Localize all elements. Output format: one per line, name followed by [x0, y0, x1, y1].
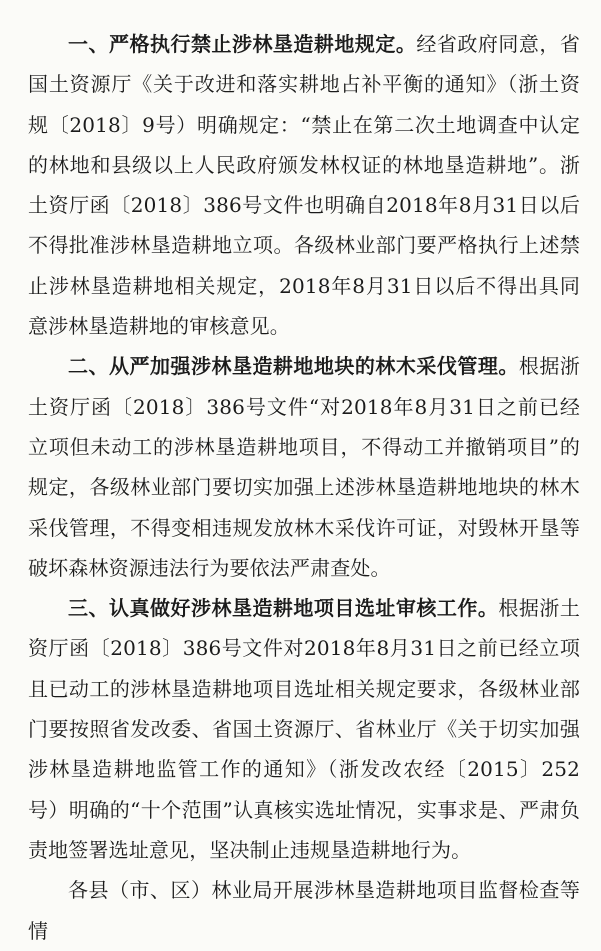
paragraph-3 [28, 588, 580, 870]
paragraph-2-text: 根据浙土资厅函〔2018〕386号文件“对2018年8月31日之前已经立项但未动工的涉林垦造耕地项目，不得动工并撤销项目”的规定，各级林业部门要切实加强上述涉林垦造耕地地块的林木采伐管理，不得变相违规发放林木采伐许可证，对毁林开垦等破坏森林资源违法行为要依法严肃查处。 [28, 354, 580, 580]
paragraph-1 [28, 24, 580, 346]
paragraph-2 [28, 346, 580, 588]
paragraph-2-heading: 二、从严加强涉林垦造耕地地块的林木采伐管理。 [68, 354, 519, 379]
paragraph-1-text: 经省政府同意，省国土资源厅《关于改进和落实耕地占补平衡的通知》（浙土资规〔2018〕9号）明确规定：“禁止在第二次土地调查中认定的林地和县级以上人民政府颁发林权证的林地垦造耕地”。浙土资厅函〔2018〕386号文件也明确自2018年8月31日以后不得批准涉林垦造耕地立项。各级林业部门要严格执行上述禁止涉林垦造耕地相关规定，2018年8月31日以后不得出具同意涉林垦造耕地的审核意见。 [28, 32, 580, 339]
paragraph-3-heading: 三、认真做好涉林垦造耕地项目选址审核工作。 [68, 596, 499, 621]
paragraph-4 [28, 870, 580, 951]
document-body [28, 24, 580, 951]
paragraph-3-text: 根据浙土资厅函〔2018〕386号文件对2018年8月31日之前已经立项且已动工的涉林垦造耕地项目选址相关规定要求，各级林业部门要按照省发改委、省国土资源厅、省林业厅《关于切实加强涉林垦造耕地监管工作的通知》（浙发改农经〔2015〕252号）明确的“十个范围”认真核实选址情况，实事求是、严肃负责地签署选址意见，坚决制止违规垦造耕地行为。 [28, 596, 580, 862]
paragraph-4-text: 各县（市、区）林业局开展涉林垦造耕地项目监督检查等情 [28, 878, 580, 943]
paragraph-1-heading: 一、严格执行禁止涉林垦造耕地规定。 [68, 32, 417, 56]
